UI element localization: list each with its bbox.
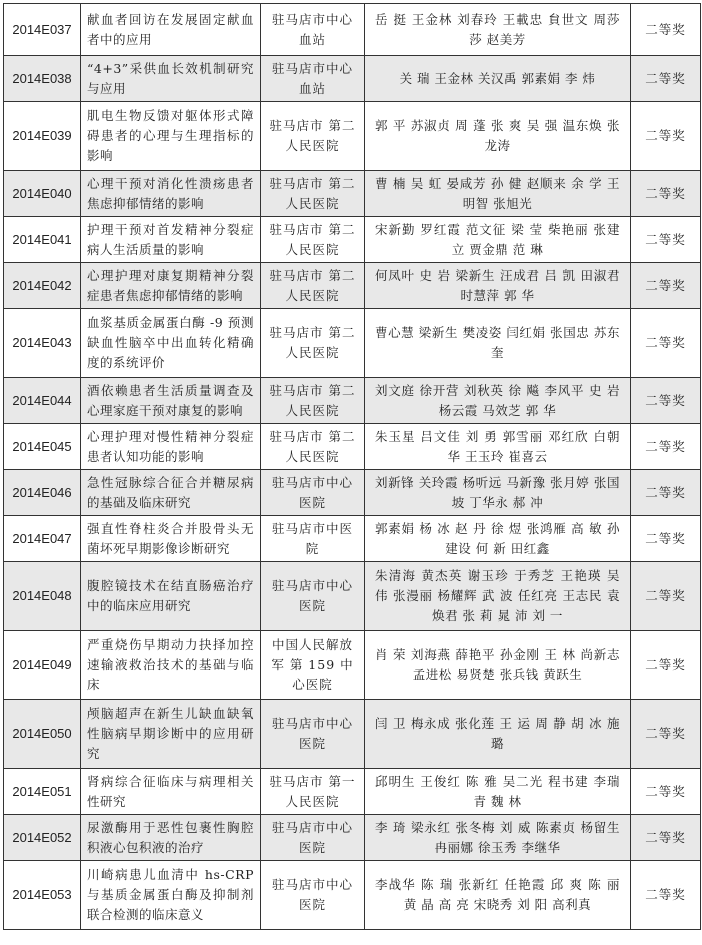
unit-cell: 驻马店市中医院: [261, 516, 365, 562]
unit-cell: 驻马店市 第二人民医院: [261, 171, 365, 217]
authors-cell: 邱明生 王俊红 陈 雅 吴二光 程书建 李瑞青 魏 林: [365, 769, 631, 815]
project-id-cell: 2014E041: [4, 217, 81, 263]
award-level-cell: 二等奖: [631, 769, 701, 815]
unit-cell: 驻马店市 第一人民医院: [261, 769, 365, 815]
table-row: [4, 769, 701, 815]
authors-cell: 朱玉星 吕文佳 刘 勇 郭雪丽 邓红欣 白朝华 王玉玲 崔喜云: [365, 424, 631, 470]
award-level-cell: 二等奖: [631, 424, 701, 470]
unit-cell: 驻马店市中心医院: [261, 470, 365, 516]
authors-cell: 曹心慧 梁新生 樊凌姿 闫红娟 张国忠 苏东奎: [365, 309, 631, 378]
table-row: [4, 102, 701, 171]
project-id-cell: 2014E043: [4, 309, 81, 378]
project-id-cell: 2014E040: [4, 171, 81, 217]
unit-cell: 驻马店市中心血站: [261, 56, 365, 102]
award-level-cell: 二等奖: [631, 171, 701, 217]
award-level-cell: 二等奖: [631, 217, 701, 263]
project-id-cell: 2014E044: [4, 378, 81, 424]
authors-cell: 闫 卫 梅永成 张化莲 王 运 周 静 胡 冰 施 璐: [365, 700, 631, 769]
authors-cell: 李 琦 梁永红 张冬梅 刘 威 陈素贞 杨留生 冉丽娜 徐玉秀 李继华: [365, 815, 631, 861]
authors-cell: 何凤叶 史 岩 梁新生 汪成君 吕 凯 田淑君 时慧萍 郭 华: [365, 263, 631, 309]
project-id-cell: 2014E039: [4, 102, 81, 171]
table-row: [4, 4, 701, 56]
project-title-cell: 护理干预对首发精神分裂症病人生活质量的影响: [81, 217, 261, 263]
award-level-cell: 二等奖: [631, 263, 701, 309]
table-row: [4, 470, 701, 516]
table-row: [4, 263, 701, 309]
table-row: [4, 171, 701, 217]
project-title-cell: 血浆基质金属蛋白酶 -9 预测缺血性脑卒中出血转化精确度的系统评价: [81, 309, 261, 378]
unit-cell: 驻马店市 第二人民医院: [261, 102, 365, 171]
table-row: [4, 309, 701, 378]
project-title-cell: 心理干预对消化性溃疡患者焦虑抑郁情绪的影响: [81, 171, 261, 217]
unit-cell: 驻马店市中心医院: [261, 562, 365, 631]
project-title-cell: 严重烧伤早期动力抉择加控速输液救治技术的基础与临床: [81, 631, 261, 700]
award-level-cell: 二等奖: [631, 700, 701, 769]
project-title-cell: “4+3”采供血长效机制研究与应用: [81, 56, 261, 102]
table-row: [4, 815, 701, 861]
award-level-cell: 二等奖: [631, 470, 701, 516]
project-title-cell: 急性冠脉综合征合并糖尿病的基础及临床研究: [81, 470, 261, 516]
unit-cell: 驻马店市中心血站: [261, 4, 365, 56]
unit-cell: 驻马店市 第二人民医院: [261, 309, 365, 378]
project-id-cell: 2014E049: [4, 631, 81, 700]
award-table: [3, 3, 701, 930]
unit-cell: 驻马店市中心医院: [261, 700, 365, 769]
table-row: [4, 700, 701, 769]
authors-cell: 曹 楠 吴 虹 晏咸芳 孙 健 赵顺来 余 学 王明智 张旭光: [365, 171, 631, 217]
unit-cell: 驻马店市 第二人民医院: [261, 263, 365, 309]
unit-cell: 中国人民解放军 第 159 中心医院: [261, 631, 365, 700]
project-title-cell: 肌电生物反馈对躯体形式障碍患者的心理与生理指标的影响: [81, 102, 261, 171]
unit-cell: 驻马店市 第二人民医院: [261, 217, 365, 263]
project-title-cell: 强直性脊柱炎合并股骨头无菌坏死早期影像诊断研究: [81, 516, 261, 562]
award-level-cell: 二等奖: [631, 861, 701, 930]
project-title-cell: 心理护理对慢性精神分裂症患者认知功能的影响: [81, 424, 261, 470]
project-title-cell: 酒依赖患者生活质量调查及心理家庭干预对康复的影响: [81, 378, 261, 424]
project-id-cell: 2014E047: [4, 516, 81, 562]
award-level-cell: 二等奖: [631, 562, 701, 631]
authors-cell: 李战华 陈 瑞 张新红 任艳霞 邱 爽 陈 丽 黄 晶 高 亮 宋晓秀 刘 阳 高利真: [365, 861, 631, 930]
unit-cell: 驻马店市中心医院: [261, 815, 365, 861]
award-level-cell: 二等奖: [631, 4, 701, 56]
table-row: [4, 378, 701, 424]
table-row: [4, 861, 701, 930]
project-id-cell: 2014E046: [4, 470, 81, 516]
project-title-cell: 川崎病患儿血清中 hs-CRP 与基质金属蛋白酶及抑制剂联合检测的临床意义: [81, 861, 261, 930]
authors-cell: 岳 挺 王金林 刘春玲 王載忠 貟世文 周莎莎 赵美芳: [365, 4, 631, 56]
unit-cell: 驻马店市中心医院: [261, 861, 365, 930]
table-row: [4, 56, 701, 102]
award-level-cell: 二等奖: [631, 631, 701, 700]
project-id-cell: 2014E042: [4, 263, 81, 309]
project-title-cell: 颅脑超声在新生儿缺血缺氧性脑病早期诊断中的应用研究: [81, 700, 261, 769]
project-title-cell: 心理护理对康复期精神分裂症患者焦虑抑郁情绪的影响: [81, 263, 261, 309]
table-row: [4, 516, 701, 562]
unit-cell: 驻马店市 第二人民医院: [261, 424, 365, 470]
award-level-cell: 二等奖: [631, 56, 701, 102]
project-id-cell: 2014E051: [4, 769, 81, 815]
award-level-cell: 二等奖: [631, 378, 701, 424]
project-id-cell: 2014E050: [4, 700, 81, 769]
authors-cell: 朱清海 黄杰英 谢玉珍 于秀芝 王艳瑛 吴 伟 张漫丽 杨耀辉 武 波 任红亮 王志民 袁焕君 张 莉 晁 沛 刘 一: [365, 562, 631, 631]
project-title-cell: 腹腔镜技术在结直肠癌治疗中的临床应用研究: [81, 562, 261, 631]
table-row: [4, 562, 701, 631]
table-row: [4, 631, 701, 700]
authors-cell: 郭 平 苏淑贞 周 蓬 张 爽 吴 强 温东焕 张龙涛: [365, 102, 631, 171]
project-id-cell: 2014E038: [4, 56, 81, 102]
authors-cell: 郭素娟 杨 冰 赵 丹 徐 煜 张鸿雁 高 敏 孙建设 何 新 田红鑫: [365, 516, 631, 562]
authors-cell: 刘文庭 徐开营 刘秋英 徐 飚 李风平 史 岩 杨云霞 马效芝 郭 华: [365, 378, 631, 424]
award-level-cell: 二等奖: [631, 102, 701, 171]
project-title-cell: 献血者回访在发展固定献血者中的应用: [81, 4, 261, 56]
award-level-cell: 二等奖: [631, 309, 701, 378]
authors-cell: 宋新勤 罗红霞 范文征 梁 莹 柴艳丽 张建立 贾金鼎 范 琳: [365, 217, 631, 263]
authors-cell: 肖 荣 刘海燕 薛艳平 孙金刚 王 林 尚新志 孟进松 易贤楚 张兵钱 黄跃生: [365, 631, 631, 700]
table-row: [4, 217, 701, 263]
award-level-cell: 二等奖: [631, 815, 701, 861]
project-title-cell: 肾病综合征临床与病理相关性研究: [81, 769, 261, 815]
authors-cell: 刘新锋 关玲霞 杨听远 马新豫 张月婷 张国坡 丁华永 郝 冲: [365, 470, 631, 516]
project-id-cell: 2014E037: [4, 4, 81, 56]
project-id-cell: 2014E045: [4, 424, 81, 470]
project-id-cell: 2014E052: [4, 815, 81, 861]
award-level-cell: 二等奖: [631, 516, 701, 562]
project-id-cell: 2014E053: [4, 861, 81, 930]
table-row: [4, 424, 701, 470]
project-id-cell: 2014E048: [4, 562, 81, 631]
award-table-body: [4, 4, 701, 930]
unit-cell: 驻马店市 第二人民医院: [261, 378, 365, 424]
project-title-cell: 尿激酶用于恶性包裹性胸腔积液心包积液的治疗: [81, 815, 261, 861]
authors-cell: 关 瑞 王金林 关汉禹 郭素娟 李 炜: [365, 56, 631, 102]
